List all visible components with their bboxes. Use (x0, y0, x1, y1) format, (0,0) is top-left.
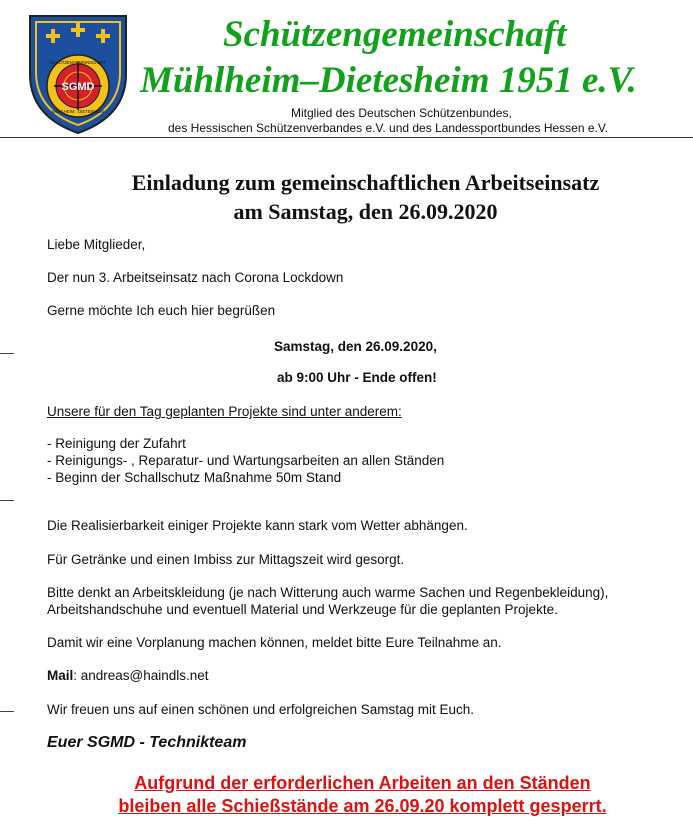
projects-heading: Unsere für den Tag geplanten Projekte sind unter anderem: (47, 404, 402, 419)
club-crest-logo (26, 12, 130, 136)
mail-address[interactable]: : andreas@haindls.net (73, 668, 209, 683)
weather-note: Die Realisierbarkeit einiger Projekte kann stark vom Wetter abhängen. (47, 518, 468, 533)
org-name-line2: Mühlheim–Dietesheim 1951 e.V. (140, 60, 637, 101)
fold-mark (0, 353, 14, 354)
org-name-line1: Schützengemeinschaft (223, 14, 567, 55)
fold-mark (0, 500, 14, 501)
registration-note: Damit wir eine Vorplanung machen können, meldet bitte Eure Teilnahme an. (47, 635, 502, 650)
greeting: Liebe Mitglieder, (47, 237, 146, 252)
closing-line: Wir freuen uns auf einen schönen und erfolgreichen Samstag mit Euch. (47, 702, 474, 717)
mail-contact (47, 668, 209, 683)
clothing-note-line2: Arbeitshandschuhe und eventuell Material und Werkzeuge für die geplanten Projekte. (47, 602, 558, 617)
project-list-item: - Beginn der Schallschutz Maßnahme 50m Stand (47, 470, 342, 485)
clothing-note-line1: Bitte denkt an Arbeitskleidung (je nach Witterung auch warme Sachen und Regenbekleidung), (47, 585, 609, 600)
closure-notice-line2: bleiben alle Schießstände am 26.09.20 komplett gesperrt. (118, 796, 607, 816)
membership-line2: des Hessischen Schützenverbandes e.V. und des Landessportbundes Hessen e.V. (168, 121, 609, 135)
logo-text-bottom: MÜHLHEIM · DIETESHEIM (52, 109, 104, 114)
title-line2: am Samstag, den 26.09.2020 (233, 199, 498, 224)
event-time: ab 9:00 Uhr - Ende offen! (277, 370, 437, 385)
intro-paragraph: Der nun 3. Arbeitseinsatz nach Corona Lockdown (47, 270, 344, 285)
welcome-paragraph: Gerne möchte Ich euch hier begrüßen (47, 303, 276, 318)
letterhead (0, 0, 693, 140)
project-list-item: - Reinigung der Zufahrt (47, 436, 186, 451)
signature: Euer SGMD - Technikteam (47, 734, 247, 751)
closure-notice-line1: Aufgrund der erforderlichen Arbeiten an den Ständen (134, 773, 591, 793)
logo-letters: SGMD (61, 81, 95, 93)
membership-line1: Mitglied des Deutschen Schützenbundes, (291, 106, 512, 120)
title-line1: Einladung zum gemeinschaftlichen Arbeitseinsatz (131, 170, 600, 195)
project-list-item: - Reinigungs- , Reparatur- und Wartungsarbeiten an allen Ständen (47, 453, 445, 468)
header-divider (0, 137, 693, 138)
fold-mark (0, 711, 14, 712)
invitation-title (0, 168, 693, 226)
catering-note: Für Getränke und einen Imbiss zur Mittagszeit wird gesorgt. (47, 552, 405, 567)
mail-label: Mail (47, 668, 74, 683)
logo-text-top: SCHÜTZENGEMEINSCHAFT (49, 60, 107, 65)
event-date: Samstag, den 26.09.2020, (274, 339, 437, 354)
